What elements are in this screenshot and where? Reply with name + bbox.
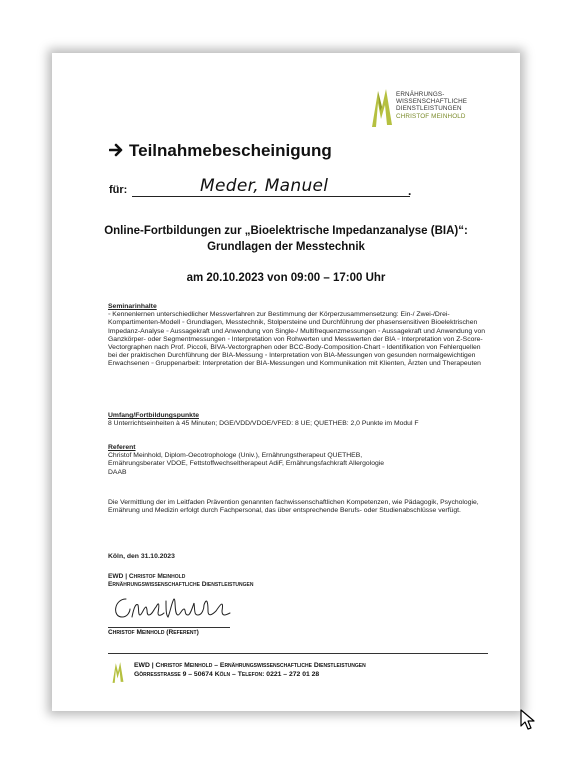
arrow-right-icon [109, 141, 125, 161]
scope-section [108, 412, 486, 428]
company-logo [370, 83, 510, 133]
place-date: Köln, den 31.10.2023 [108, 553, 175, 560]
seminar-section [108, 303, 486, 369]
recipient-label: für: [109, 184, 128, 196]
recipient-underline [132, 196, 410, 197]
recipient-name: Meder, Manuel [200, 176, 329, 196]
handwritten-signature [108, 591, 238, 625]
recipient-period: . [408, 184, 412, 198]
mouse-cursor-icon [520, 709, 536, 731]
referent-section: Referent Christof Meinhold, Diplom-Oecotrophologe (Univ.), Ernährungstherapeut QUETHEB, Ernährungsberater VDOE, Fettstoffwechseltherapeut AdiF, Ernährungsfachkraft Allergologie DAAB [108, 444, 486, 477]
seminar-content: ◦ Kennenlernen unterschiedlicher Messverfahren zur Bestimmung der Körperzusammensetzung: Ein-/ Zwei-/Drei-Kompartimenten-Modell ◦ Grundlagen, Messtechnik, Stolpersteine und Durchführung der phasensensitiven Bioelektrischen Impedanz-Analyse ◦ Aussagekraft und Anwendung von Single-/ Multifrequenzmessungen ◦ Aussagekraft und Anwendung von Ganzkörper- oder Segmentmessungen ◦ Interpretation von Rohwerten und Messwerten der BIA ◦ Interpretation von Z-Score-Vectorgraphen nach Prof. Piccoli, BIVA-Vectorgraphen oder BCC-Body-Composition-Chart ◦ Identifikation von Fehlerquellen bei der praktischen Durchführung der BIA-Messung ◦ Interpretation von BIA-Messungen von gesunden normalgewichtigen Erwachsenen ◦ Gruppenarbeit: Interpretation der BIA-Messungen und Kommunikation mit Klienten, Ärzten und Therapeuten [108, 311, 486, 368]
organization-name: EWD | Christof Meinhold Ernährungswissenschaftliche Dienstleistungen [108, 573, 254, 589]
logo-text: ERNÄHRUNGS- WISSENSCHAFTLICHE DIENSTLEISTUNGEN CHRISTOF MEINHOLD [396, 91, 468, 120]
scope-heading: Umfang/Fortbildungspunkte [108, 412, 199, 419]
footer-divider [108, 653, 488, 654]
competence-statement: Die Vermittlung der im Leitfaden Prävention genannten fachwissenschaftlichen Kompetenzen, wie Pädagogik, Psychologie, Ernährung und Medizin erfolgt durch Fachpersonal, das über entsprechende Berufs- oder Studienabschlüsse verfügt. [108, 499, 479, 515]
certificate-page [52, 53, 520, 711]
course-date: am 20.10.2023 von 09:00 – 17:00 Uhr [186, 272, 386, 284]
referent-heading: Referent [108, 444, 136, 451]
footer-logo-icon [108, 660, 128, 684]
signature-line [108, 627, 230, 628]
logo-mark-icon [370, 85, 394, 129]
certificate-title: Teilnahmebescheinigung [109, 141, 332, 161]
course-title: Online-Fortbildungen zur „Bioelektrische Impedanzanalyse (BIA)“: Grundlagen der Messtechnik [104, 225, 468, 253]
scope-content: 8 Unterrichtseinheiten à 45 Minuten; DGE/VDD/VDOE/VFED: 8 UE; QUETHEB: 2,0 Punkte im Modul F [108, 420, 419, 428]
seminar-heading: Seminarinhalte [108, 303, 157, 310]
signature-caption: Christof Meinhold (Referent) [108, 629, 199, 636]
footer-address: EWD | Christof Meinhold – Ernährungswissenschaftliche Dienstleistungen Görresstraße 9 – 50674 Köln – Telefon: 0221 – 272 01 28 [134, 662, 366, 678]
